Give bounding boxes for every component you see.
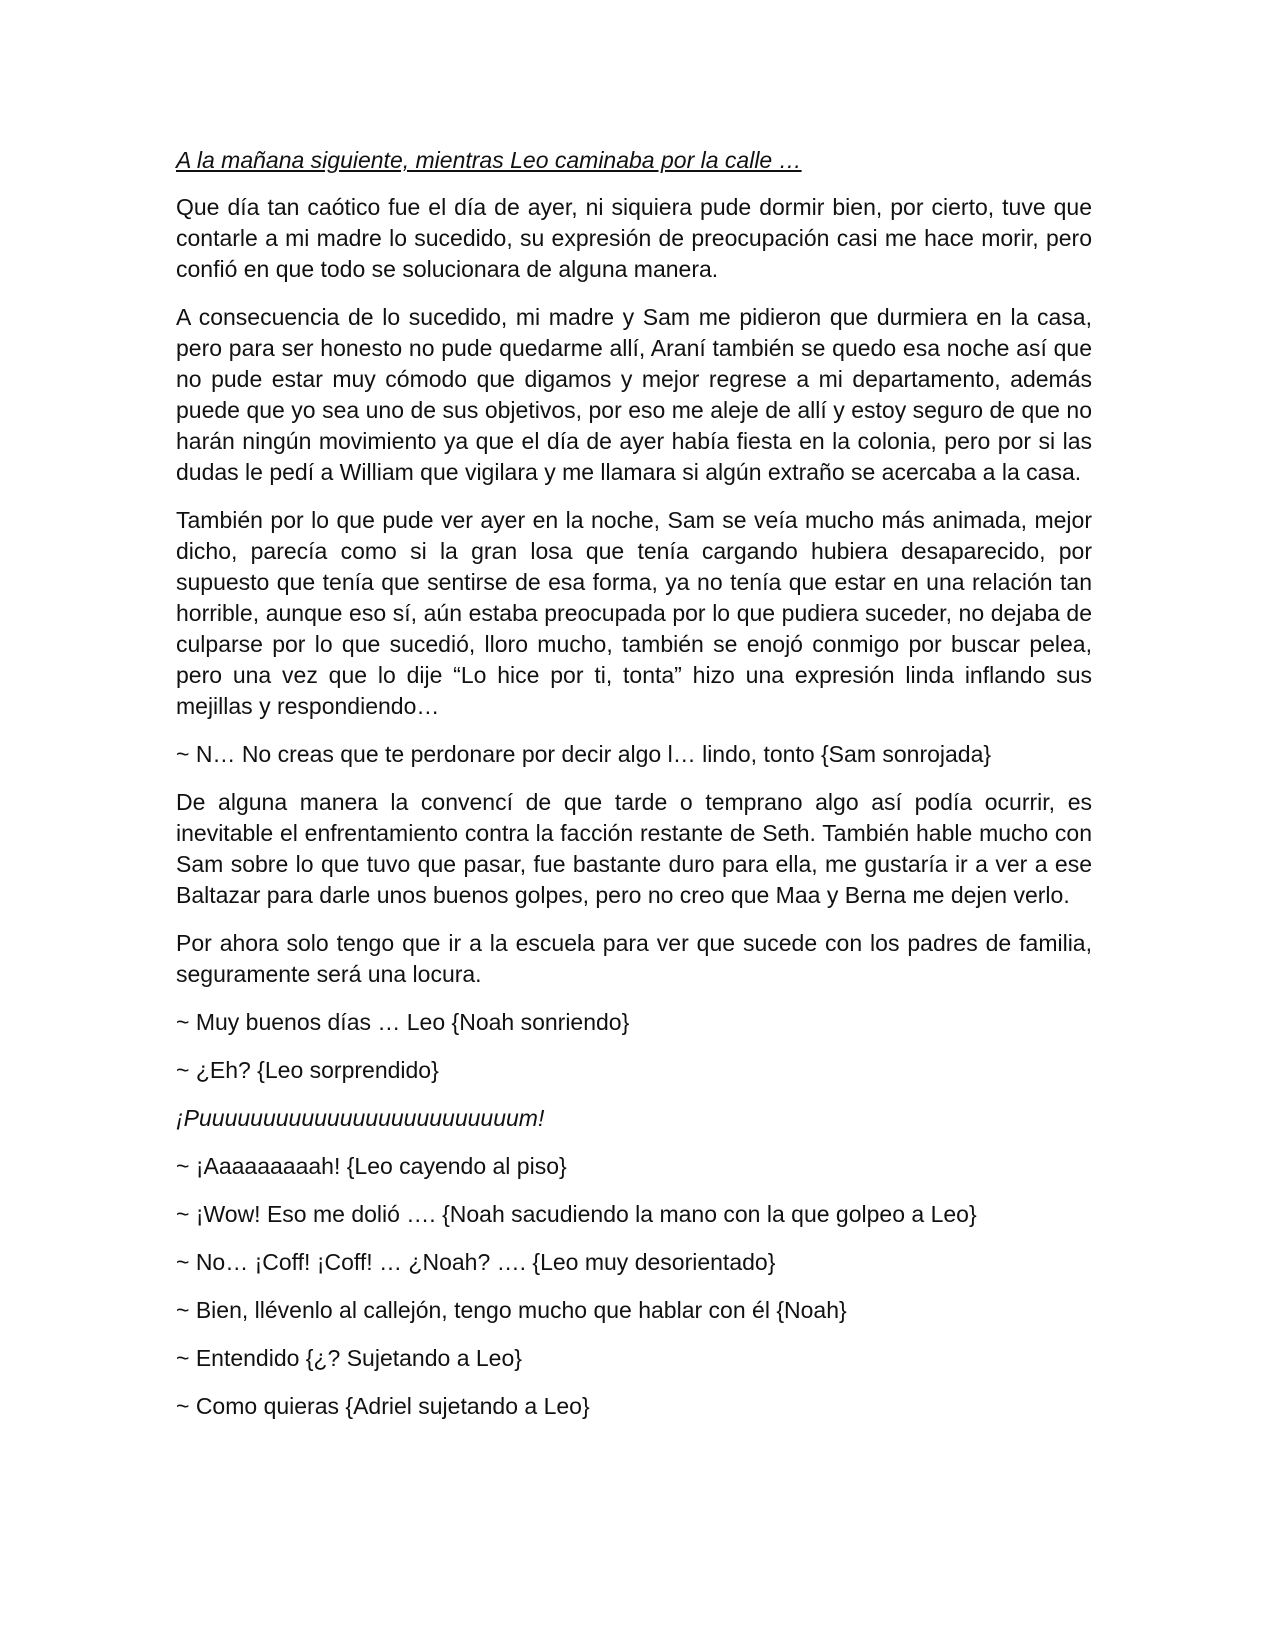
dialogue-line: ~ N… No creas que te perdonare por decir algo l… lindo, tonto {Sam sonrojada} (176, 741, 992, 767)
dialogue-line: ~ Muy buenos días … Leo {Noah sonriendo} (176, 1009, 630, 1035)
dialogue-line: ~ ¡Aaaaaaaaah! {Leo cayendo al piso} (176, 1153, 567, 1179)
paragraph: A consecuencia de lo sucedido, mi madre y Sam me pidieron que durmiera en la casa, pero para ser honesto no pude quedarme allí, Araní también se quedo esa noche así que no pude estar muy cómodo que digamos y mejor regrese a mi departamento, además puede que yo sea uno de sus objetivos, por eso me aleje de allí y estoy seguro de que no harán ningún movimiento ya que el día de ayer había fiesta en la colonia, pero por si las dudas le pedí a William que vigilara y me llamara si algún extraño se acercaba a la casa. (176, 304, 1092, 485)
paragraph: De alguna manera la convencí de que tarde o temprano algo así podía ocurrir, es inevitable el enfrentamiento contra la facción restante de Seth. También hable mucho con Sam sobre lo que tuvo que pasar, fue bastante duro para ella, me gustaría ir a ver a ese Baltazar para darle unos buenos golpes, pero no creo que Maa y Berna me dejen verlo. (176, 789, 1092, 908)
dialogue-line: ~ No… ¡Coff! ¡Coff! … ¿Noah? …. {Leo muy desorientado} (176, 1249, 776, 1275)
paragraph: También por lo que pude ver ayer en la noche, Sam se veía mucho más animada, mejor dicho, parecía como si la gran losa que tenía cargando hubiera desaparecido, por supuesto que tenía que sentirse de esa forma, ya no tenía que estar en una relación tan horrible, aunque eso sí, aún estaba preocupada por lo que pudiera suceder, no dejaba de culparse por lo que sucedió, lloro mucho, también se enojó conmigo por buscar pelea, pero una vez que lo dije “Lo hice por ti, tonta” hizo una expresión linda inflando sus mejillas y respondiendo… (176, 507, 1092, 719)
dialogue-line: ~ Entendido {¿? Sujetando a Leo} (176, 1345, 522, 1371)
dialogue-line: ~ ¿Eh? {Leo sorprendido} (176, 1057, 439, 1083)
paragraph: Que día tan caótico fue el día de ayer, ni siquiera pude dormir bien, por cierto, tuve que contarle a mi madre lo sucedido, su expresión de preocupación casi me hace morir, pero confió en que todo se solucionara de alguna manera. (176, 194, 1092, 282)
dialogue-line: ~ Bien, llévenlo al callejón, tengo mucho que hablar con él {Noah} (176, 1297, 847, 1323)
sound-effect-line: ¡Puuuuuuuuuuuuuuuuuuuuuuuuum! (176, 1105, 545, 1131)
document-page (176, 147, 1092, 1439)
dialogue-line: ~ Como quieras {Adriel sujetando a Leo} (176, 1393, 590, 1419)
paragraph: Por ahora solo tengo que ir a la escuela para ver que sucede con los padres de familia, seguramente será una locura. (176, 930, 1092, 987)
dialogue-line: ~ ¡Wow! Eso me dolió …. {Noah sacudiendo la mano con la que golpeo a Leo} (176, 1201, 977, 1227)
scene-heading: A la mañana siguiente, mientras Leo caminaba por la calle … (176, 147, 802, 173)
